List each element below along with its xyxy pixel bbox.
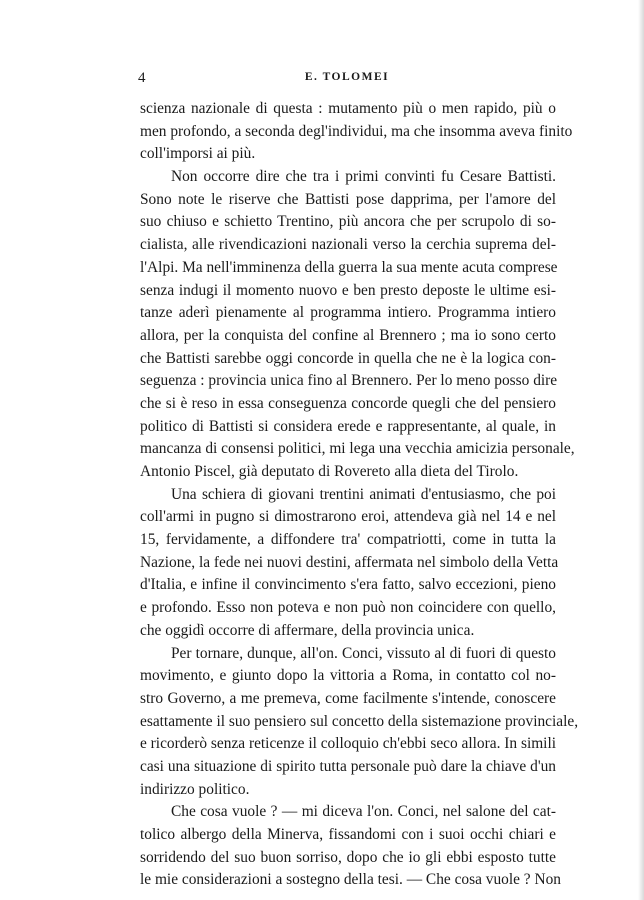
text-line: senza indugi il momento nuovo e ben presto deposte le ultime esi- bbox=[140, 281, 556, 299]
text-line: tanze aderì pienamente al programma intiero. Programma intiero bbox=[140, 304, 556, 322]
text-line: Per tornare, dunque, all'on. Conci, vissuto al di fuori di questo bbox=[171, 644, 556, 662]
text-line: l'Alpi. Ma nell'imminenza della guerra la sua mente acuta comprese bbox=[140, 258, 558, 276]
text-line: che oggidì occorre di affermare, della provincia unica. bbox=[140, 621, 475, 639]
text-line: che Battisti sarebbe oggi concorde in quella che ne è la logica con- bbox=[140, 349, 556, 367]
page-header bbox=[138, 70, 556, 88]
text-line: casi una situazione di spirito tutta personale può dare la chiave d'un bbox=[140, 757, 556, 775]
text-line: coll'imporsi ai più. bbox=[140, 145, 256, 163]
text-line: allora, per la conquista del confine al Brennero ; ma io sono certo bbox=[140, 326, 556, 344]
text-line: 15, fervidamente, a diffondere tra' compatriotti, come in tutta la bbox=[140, 531, 556, 549]
text-line: Che cosa vuole ? — mi diceva l'on. Conci, nel salone del cat- bbox=[171, 803, 556, 821]
paragraph bbox=[140, 166, 575, 484]
body-text bbox=[140, 98, 579, 892]
text-line: Antonio Piscel, già deputato di Rovereto alla dieta del Tirolo. bbox=[140, 463, 519, 480]
text-line: e ricorderò senza reticenze il colloquio ch'ebbi seco allora. In simili bbox=[140, 735, 557, 753]
paragraph bbox=[140, 484, 559, 643]
text-line: Nazione, la fede nei nuovi destini, affermata nel simbolo della Vetta bbox=[140, 553, 559, 571]
text-line: cialista, alle rivendicazioni nazionali verso la cerchia suprema del- bbox=[140, 236, 556, 254]
text-line: sorridendo del suo buon sorriso, dopo che io gli ebbi esposto tutte bbox=[140, 848, 556, 866]
text-line: Sono note le riserve che Battisti pose dapprima, per l'amore del bbox=[140, 190, 556, 208]
paragraph bbox=[140, 801, 561, 892]
paragraph bbox=[140, 98, 573, 166]
text-line: e profondo. Esso non poteva e non può non coincidere con quello, bbox=[140, 599, 556, 617]
text-line: mancanza di consensi politici, mi lega una vecchia amicizia personale, bbox=[140, 440, 575, 458]
text-line: tolico albergo della Minerva, fissandomi con i suoi occhi chiari e bbox=[140, 826, 556, 843]
text-line: stro Governo, a me premeva, come facilmente s'intende, conoscere bbox=[140, 689, 556, 707]
text-line: suo chiuso e schietto Trentino, più ancora che per scrupolo di so- bbox=[140, 213, 556, 231]
text-line: politico di Battisti si considera erede e rappresentante, al quale, in bbox=[140, 417, 556, 435]
text-line: che si è reso in essa conseguenza concorde quegli che del pensiero bbox=[140, 394, 556, 412]
text-line: movimento, e giunto dopo la vittoria a Roma, in contatto col no- bbox=[140, 667, 556, 685]
text-line: d'Italia, e infine il convincimento s'era fatto, salvo eccezioni, pieno bbox=[140, 576, 556, 594]
text-line: scienza nazionale di questa : mutamento più o men rapido, più o bbox=[140, 100, 556, 117]
running-head: E. TOLOMEI bbox=[304, 71, 390, 83]
text-line: seguenza : provincia unica fino al Brennero. Per lo meno posso dire bbox=[140, 372, 558, 390]
paragraph bbox=[140, 643, 579, 802]
page-edge-shadow bbox=[638, 0, 644, 900]
text-line: Una schiera di giovani trentini animati d'entusiasmo, che poi bbox=[171, 485, 556, 503]
text-line: coll'armi in pugno si dimostrarono eroi, attendeva già nel 14 e nel bbox=[140, 508, 556, 526]
text-line: men profondo, a seconda degl'individui, ma che insomma aveva finito bbox=[140, 122, 573, 140]
text-line: esattamente il suo pensiero sul concetto della sistemazione provinciale, bbox=[140, 712, 579, 730]
text-line: indirizzo politico. bbox=[140, 780, 250, 798]
page-number: 4 bbox=[138, 70, 146, 86]
text-line: le mie considerazioni a sostegno della tesi. — Che cosa vuole ? Non bbox=[140, 871, 561, 889]
text-line: Non occorre dire che tra i primi convinti fu Cesare Battisti. bbox=[171, 168, 556, 186]
